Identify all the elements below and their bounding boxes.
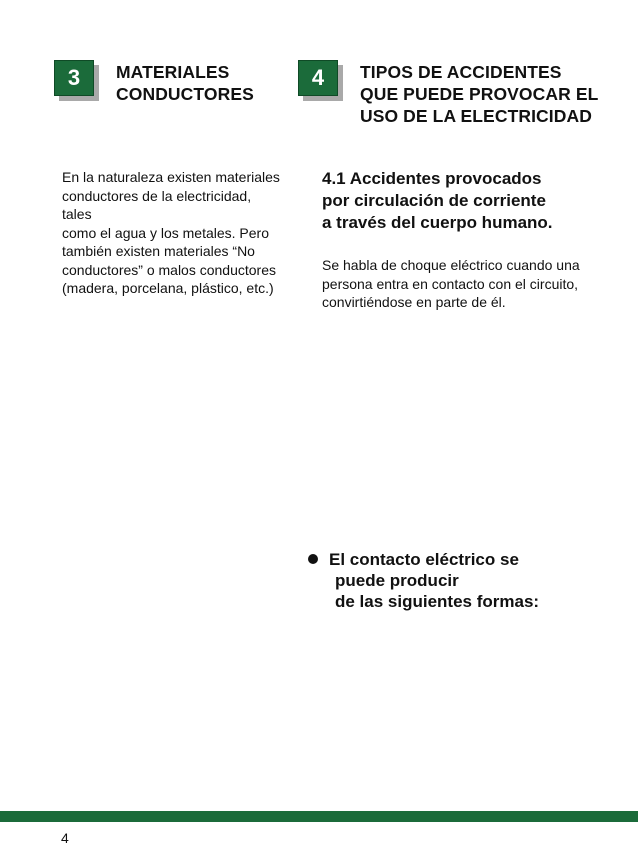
subheading-line: 4.1 Accidentes provocados (322, 169, 542, 188)
section-3-paragraph (62, 168, 280, 298)
paragraph-line: Se habla de choque eléctrico cuando una (322, 257, 580, 273)
paragraph-line: (madera, porcelana, plástico, etc.) (62, 280, 274, 296)
section-3-title-line: MATERIALES (116, 62, 230, 82)
section-4-title-line: QUE PUEDE PROVOCAR EL (360, 84, 599, 104)
section-4-number: 4 (298, 60, 338, 96)
section-3-badge (54, 60, 94, 96)
paragraph-line: persona entra en contacto con el circuito, (322, 275, 579, 292)
section-4-title-line: USO DE LA ELECTRICIDAD (360, 106, 592, 126)
paragraph-line: conductores de la electricidad, (62, 187, 252, 204)
paragraph-line: conductores” o malos conductores (62, 261, 276, 278)
section-4-1-paragraph (322, 256, 580, 312)
section-4-title-line: TIPOS DE ACCIDENTES (360, 62, 562, 82)
paragraph-line: convirtiéndose en parte de él. (322, 294, 506, 310)
page-number: 4 (61, 830, 69, 846)
subheading-line: por circulación de corriente (322, 191, 546, 210)
subheading-line: a través del cuerpo humano. (322, 213, 553, 232)
bullet-text (329, 549, 539, 612)
bullet-line: El contacto eléctrico se (329, 550, 519, 569)
paragraph-line: también existen materiales “No (62, 243, 255, 259)
bullet-line: puede producir (335, 571, 459, 590)
paragraph-line: tales (62, 206, 92, 222)
section-4-1-subheading (322, 168, 553, 234)
footer-bar (0, 811, 638, 822)
paragraph-line: En la naturaleza existen materiales (62, 169, 280, 185)
paragraph-line: como el agua y los metales. Pero (62, 224, 269, 241)
section-3-title (116, 61, 254, 105)
section-3-title-line: CONDUCTORES (116, 84, 254, 104)
bullet-line: de las siguientes formas: (335, 592, 540, 611)
section-4-badge (298, 60, 338, 96)
bullet-dot-icon (308, 554, 318, 564)
section-3-number: 3 (54, 60, 94, 96)
section-4-title (360, 61, 598, 127)
